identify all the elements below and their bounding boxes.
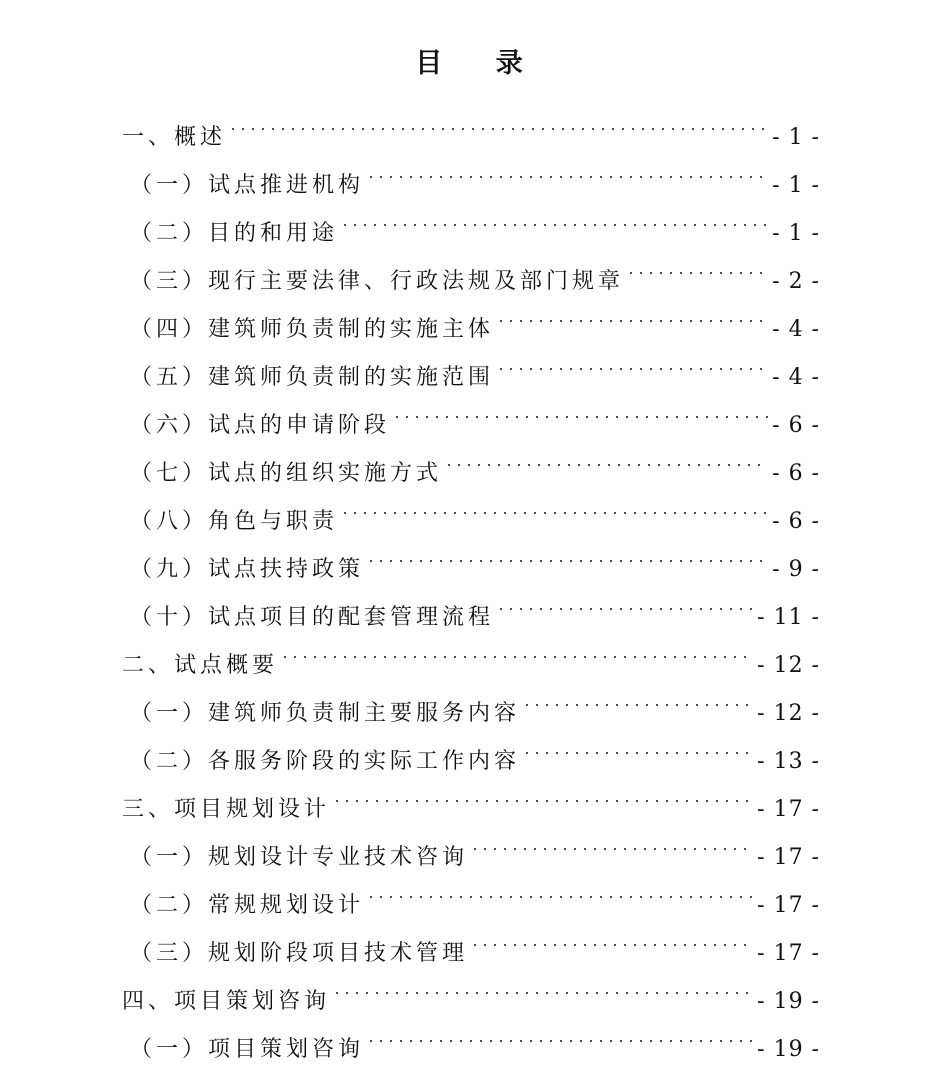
toc-dot-leader [364, 864, 757, 912]
toc-entry-title: （五）建筑师负责制的实施范围 [130, 365, 495, 390]
toc-title: 目 录 [415, 48, 545, 79]
toc-dot-leader [338, 192, 772, 240]
toc-entry-title: （三）现行主要法律、行政法规及部门规章 [130, 269, 625, 294]
toc-dot-leader [520, 720, 757, 768]
toc-entry-title: （二）常规规划设计 [130, 893, 365, 918]
toc-entry-title: （一）项目策划咨询 [130, 1037, 365, 1062]
toc-entry-title: 三、项目规划设计 [122, 797, 331, 822]
toc-entry-title: （一）规划设计专业技术咨询 [130, 845, 469, 870]
toc-entry-title: 二、试点概要 [122, 653, 279, 678]
toc-page-number: - 4 - [772, 365, 820, 390]
toc-entry-title: （一）试点推进机构 [130, 173, 365, 198]
toc-entry-title: （九）试点扶持政策 [130, 557, 365, 582]
toc-entry-title: （三）规划阶段项目技术管理 [130, 941, 469, 966]
toc-dot-leader [278, 624, 757, 672]
toc-entry-title: （六）试点的申请阶段 [130, 413, 391, 438]
toc-page-number: - 17 - [757, 845, 820, 870]
toc-dot-leader [494, 288, 772, 336]
toc-page-number: - 6 - [772, 413, 820, 438]
toc-page-number: - 13 - [757, 749, 820, 774]
toc-dot-leader [390, 384, 772, 432]
toc-dot-leader [494, 336, 772, 384]
toc-page-number: - 1 - [772, 173, 820, 198]
toc-dot-leader [624, 240, 772, 288]
toc-entry-title: （四）建筑师负责制的实施主体 [130, 317, 495, 342]
toc-dot-leader [494, 576, 757, 624]
toc-entry-title: （七）试点的组织实施方式 [130, 461, 443, 486]
toc-page-number: - 17 - [757, 893, 820, 918]
toc-page-number: - 19 - [757, 989, 820, 1014]
toc-subsection-entry[interactable] [122, 144, 820, 198]
toc-dot-leader [364, 1008, 757, 1056]
toc-dot-leader [520, 672, 757, 720]
toc-entry-title: 四、项目策划咨询 [122, 989, 331, 1014]
toc-page-number: - 6 - [772, 509, 820, 534]
toc-section-entry[interactable] [122, 96, 820, 150]
toc-entry-title: （十）试点项目的配套管理流程 [130, 605, 495, 630]
toc-entry-title: （二）目的和用途 [130, 221, 339, 246]
toc-page-number: - 1 - [772, 125, 820, 150]
toc-page-number: - 17 - [757, 797, 820, 822]
toc-dot-leader [468, 912, 757, 960]
toc-page-number: - 9 - [772, 557, 820, 582]
toc-dot-leader [364, 528, 772, 576]
toc-dot-leader [338, 480, 772, 528]
toc-page-number: - 6 - [772, 461, 820, 486]
toc-entry-title: （八）角色与职责 [130, 509, 339, 534]
toc-dot-leader [330, 768, 757, 816]
toc-page-number: - 2 - [772, 269, 820, 294]
toc-page-number: - 17 - [757, 941, 820, 966]
toc-list [122, 96, 820, 1062]
toc-dot-leader [330, 960, 757, 1008]
toc-dot-leader [226, 96, 772, 144]
toc-page-number: - 4 - [772, 317, 820, 342]
toc-entry-title: 一、概述 [122, 125, 227, 150]
toc-dot-leader [468, 816, 757, 864]
toc-dot-leader [442, 432, 772, 480]
toc-page-number: - 1 - [772, 221, 820, 246]
toc-page-number: - 12 - [757, 701, 820, 726]
toc-dot-leader [364, 144, 772, 192]
toc-page-number: - 19 - [757, 1037, 820, 1062]
toc-page-number: - 12 - [757, 653, 820, 678]
toc-page-number: - 11 - [757, 605, 820, 630]
toc-entry-title: （一）建筑师负责制主要服务内容 [130, 701, 521, 726]
toc-entry-title: （二）各服务阶段的实际工作内容 [130, 749, 521, 774]
